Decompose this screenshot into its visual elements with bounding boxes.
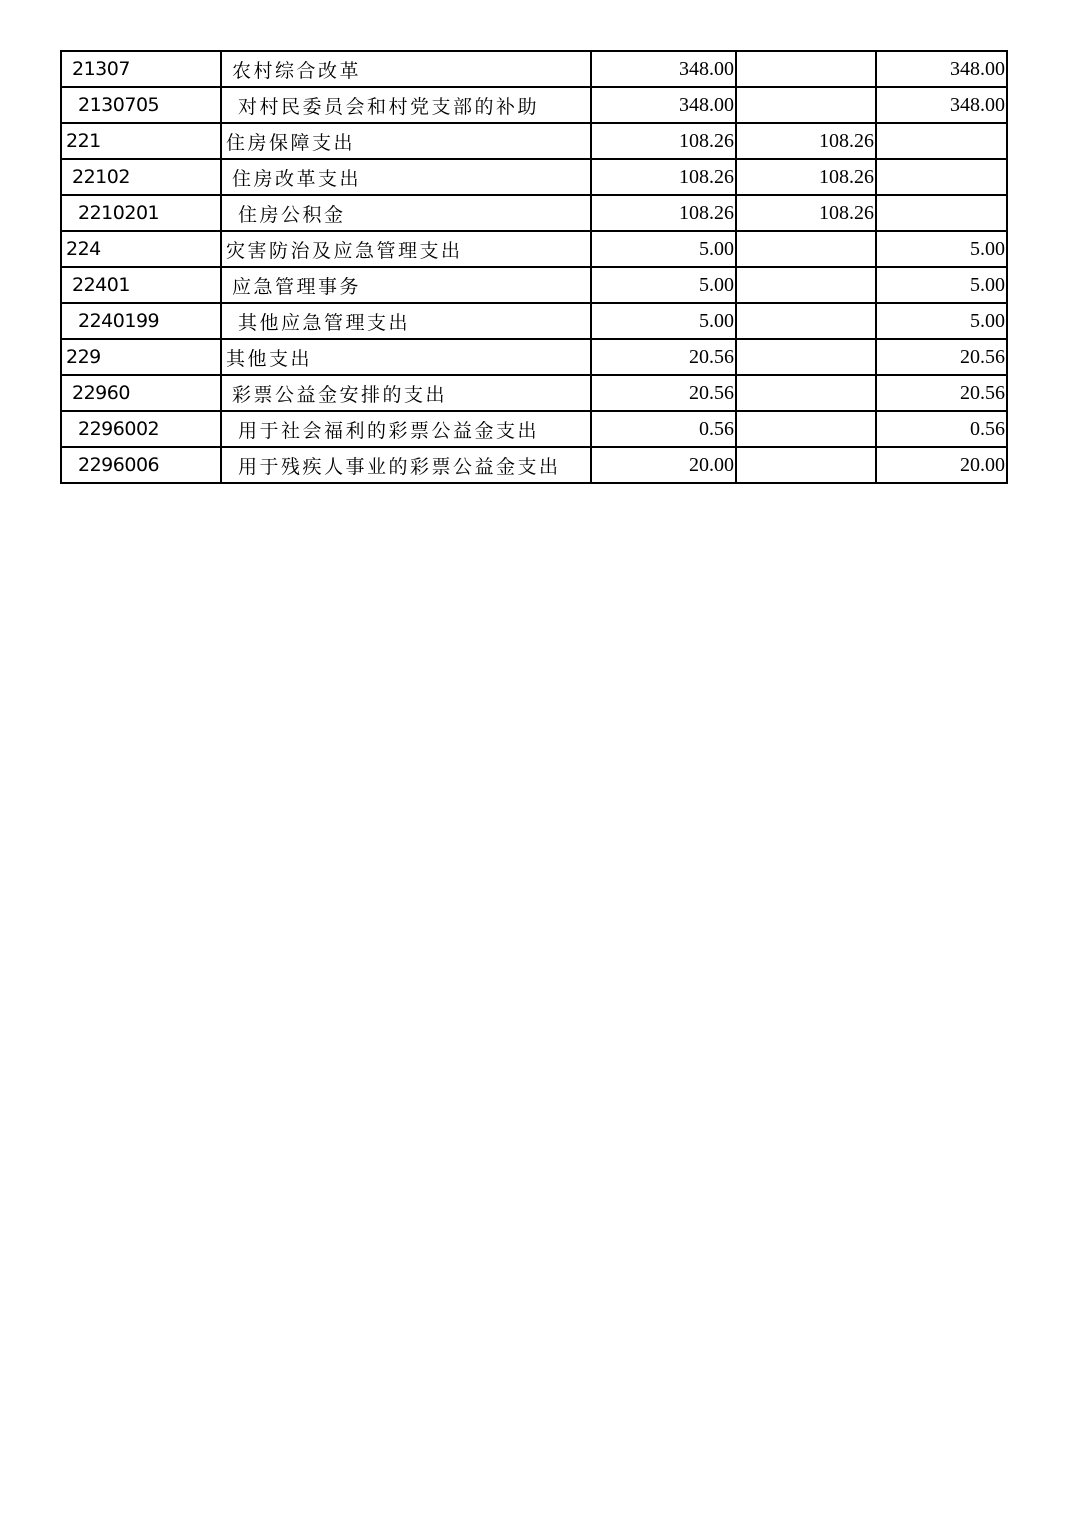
subject-code-cell: 22102 [61, 159, 221, 195]
project-expenditure-cell: 20.56 [876, 339, 1007, 375]
subject-name-cell: 住房保障支出 [221, 123, 591, 159]
project-expenditure-cell: 348.00 [876, 87, 1007, 123]
table-row [61, 267, 1007, 303]
subject-name-cell: 对村民委员会和村党支部的补助 [221, 87, 591, 123]
total-amount-cell: 20.56 [591, 375, 736, 411]
subject-name-cell: 彩票公益金安排的支出 [221, 375, 591, 411]
subject-code-cell: 2130705 [61, 87, 221, 123]
subject-code-cell: 22960 [61, 375, 221, 411]
table-row [61, 195, 1007, 231]
basic-expenditure-cell [736, 447, 876, 483]
total-amount-cell: 5.00 [591, 267, 736, 303]
total-amount-cell: 20.00 [591, 447, 736, 483]
project-expenditure-cell: 0.56 [876, 411, 1007, 447]
subject-name-cell: 用于残疾人事业的彩票公益金支出 [221, 447, 591, 483]
total-amount-cell: 0.56 [591, 411, 736, 447]
basic-expenditure-cell: 108.26 [736, 123, 876, 159]
subject-code-cell: 21307 [61, 51, 221, 87]
table-body [61, 51, 1007, 483]
table-row [61, 411, 1007, 447]
total-amount-cell: 348.00 [591, 51, 736, 87]
basic-expenditure-cell [736, 231, 876, 267]
basic-expenditure-cell [736, 267, 876, 303]
total-amount-cell: 5.00 [591, 303, 736, 339]
subject-name-cell: 住房改革支出 [221, 159, 591, 195]
subject-name-cell: 灾害防治及应急管理支出 [221, 231, 591, 267]
subject-code-cell: 224 [61, 231, 221, 267]
subject-code-cell: 2296002 [61, 411, 221, 447]
subject-code-cell: 22401 [61, 267, 221, 303]
basic-expenditure-cell [736, 339, 876, 375]
total-amount-cell: 108.26 [591, 159, 736, 195]
subject-name-cell: 农村综合改革 [221, 51, 591, 87]
total-amount-cell: 108.26 [591, 195, 736, 231]
subject-code-cell: 221 [61, 123, 221, 159]
subject-name-cell: 用于社会福利的彩票公益金支出 [221, 411, 591, 447]
table-row [61, 375, 1007, 411]
table-row [61, 447, 1007, 483]
subject-name-cell: 其他应急管理支出 [221, 303, 591, 339]
table-row [61, 159, 1007, 195]
project-expenditure-cell [876, 159, 1007, 195]
subject-code-cell: 2240199 [61, 303, 221, 339]
project-expenditure-cell: 348.00 [876, 51, 1007, 87]
table-row [61, 51, 1007, 87]
subject-name-cell: 应急管理事务 [221, 267, 591, 303]
basic-expenditure-cell: 108.26 [736, 159, 876, 195]
subject-name-cell: 其他支出 [221, 339, 591, 375]
table-row [61, 339, 1007, 375]
table-row [61, 231, 1007, 267]
table-row [61, 303, 1007, 339]
project-expenditure-cell: 20.00 [876, 447, 1007, 483]
table-row [61, 123, 1007, 159]
table-row [61, 87, 1007, 123]
basic-expenditure-cell [736, 51, 876, 87]
project-expenditure-cell: 5.00 [876, 267, 1007, 303]
project-expenditure-cell [876, 195, 1007, 231]
basic-expenditure-cell [736, 87, 876, 123]
basic-expenditure-cell: 108.26 [736, 195, 876, 231]
project-expenditure-cell: 5.00 [876, 231, 1007, 267]
subject-code-cell: 2210201 [61, 195, 221, 231]
total-amount-cell: 20.56 [591, 339, 736, 375]
basic-expenditure-cell [736, 411, 876, 447]
basic-expenditure-cell [736, 375, 876, 411]
project-expenditure-cell: 5.00 [876, 303, 1007, 339]
subject-name-cell: 住房公积金 [221, 195, 591, 231]
total-amount-cell: 108.26 [591, 123, 736, 159]
subject-code-cell: 2296006 [61, 447, 221, 483]
project-expenditure-cell [876, 123, 1007, 159]
total-amount-cell: 348.00 [591, 87, 736, 123]
project-expenditure-cell: 20.56 [876, 375, 1007, 411]
basic-expenditure-cell [736, 303, 876, 339]
budget-expenditure-table [60, 50, 1008, 484]
total-amount-cell: 5.00 [591, 231, 736, 267]
subject-code-cell: 229 [61, 339, 221, 375]
